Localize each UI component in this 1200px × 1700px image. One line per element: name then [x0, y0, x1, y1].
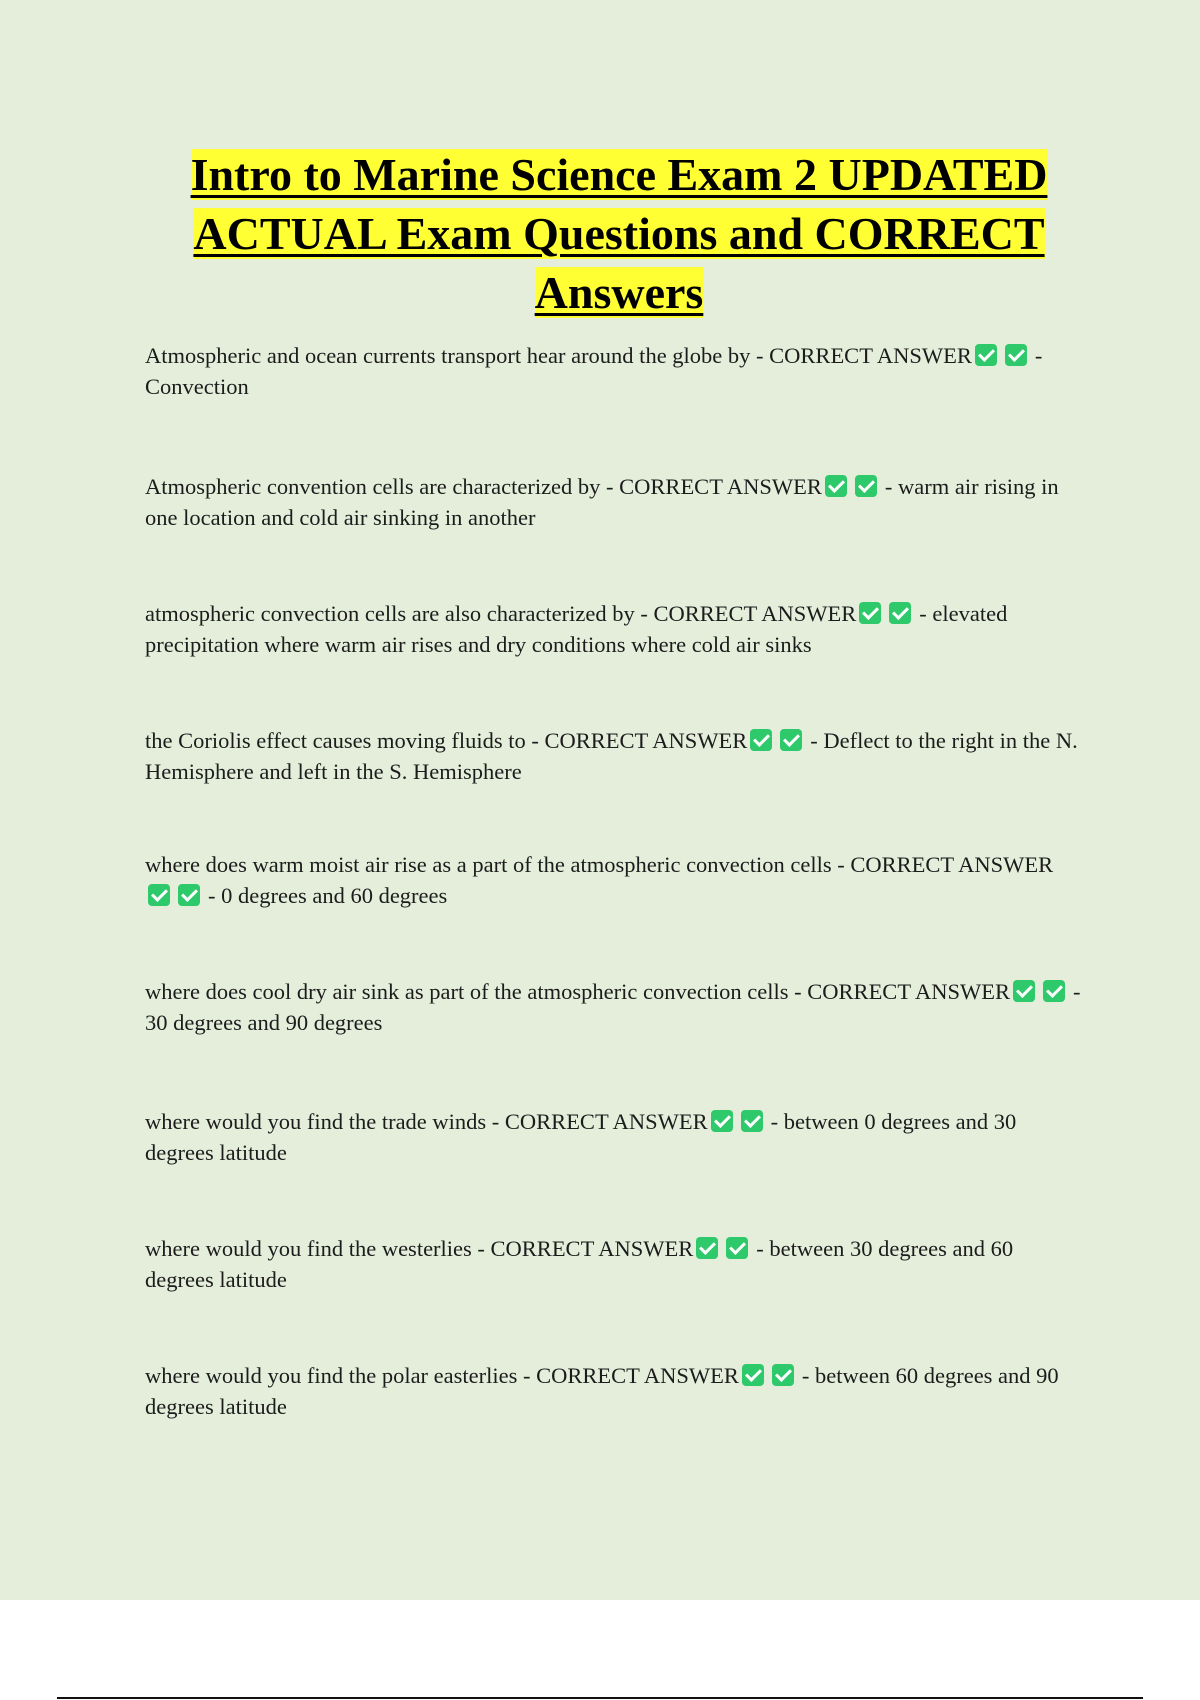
qa-item: the Coriolis effect causes moving fluids to - CORRECT ANSWER - Deflect to the right in the N. Hemisphere and left in the S. Hemisphere [145, 728, 1078, 784]
check-box-icon [975, 344, 997, 366]
answer-marker: CORRECT ANSWER [807, 979, 1011, 1004]
check-box-icon [1005, 344, 1027, 366]
check-box-icon [148, 884, 170, 906]
qa-item: Atmospheric and ocean currents transport hear around the globe by - CORRECT ANSWER - Convection [145, 343, 1043, 399]
check-box-icon [1013, 980, 1035, 1002]
question-text: atmospheric convection cells are also characterized by [145, 601, 635, 626]
check-box-icon [178, 884, 200, 906]
check-box-icon [859, 602, 881, 624]
check-box-icon [741, 1110, 763, 1132]
answer-marker: CORRECT ANSWER [769, 343, 972, 368]
check-box-icon [711, 1110, 733, 1132]
check-box-icon [750, 729, 772, 751]
question-text: where would you find the polar easterlies [145, 1363, 518, 1388]
answer-text: between 0 degrees and 30 degrees latitude [145, 1109, 1017, 1165]
answer-text: elevated precipitation where warm air rises and dry conditions where cold air sinks [145, 601, 1008, 657]
answer-text: 30 degrees and 90 degrees [145, 1010, 383, 1035]
answer-marker: CORRECT ANSWER [504, 1109, 708, 1134]
question-text: where would you find the trade winds [145, 1109, 487, 1134]
check-box-icon [742, 1364, 764, 1386]
qa-item: where would you find the trade winds - CORRECT ANSWER - between 0 degrees and 30 degrees latitude [145, 1109, 1017, 1165]
answer-text: warm air rising in one location and cold air sinking in another [145, 474, 1059, 530]
question-text: where does warm moist air rise as a part of the atmospheric convection cells [145, 852, 832, 877]
question-text: the Coriolis effect causes moving fluids to [145, 728, 526, 753]
answer-text: Convection [145, 374, 249, 399]
qa-item: Atmospheric convention cells are characterized by - CORRECT ANSWER - warm air rising in one location and cold air sinking in another [145, 474, 1059, 530]
check-box-icon [889, 602, 911, 624]
answer-marker: CORRECT ANSWER [536, 1363, 739, 1388]
answer-marker: CORRECT ANSWER [653, 601, 857, 626]
answer-text: between 60 degrees and 90 degrees latitude [145, 1363, 1059, 1419]
check-box-icon [1043, 980, 1065, 1002]
qa-item: where does warm moist air rise as a part of the atmospheric convection cells - CORRECT ANSWER- 0 degrees and 60 degrees [145, 852, 1054, 908]
question-text: Atmospheric convention cells are characterized by [145, 474, 601, 499]
qa-item: where would you find the polar easterlies - CORRECT ANSWER - between 60 degrees and 90 degrees latitude [145, 1363, 1059, 1419]
question-text: where would you find the westerlies [145, 1236, 472, 1261]
check-box-icon [772, 1364, 794, 1386]
answer-text: 0 degrees and 60 degrees [221, 883, 448, 908]
check-box-icon [825, 475, 847, 497]
qa-item: where would you find the westerlies - CORRECT ANSWER - between 30 degrees and 60 degrees latitude [145, 1236, 1014, 1292]
answer-marker: CORRECT ANSWER [544, 728, 748, 753]
footer-divider [57, 1697, 1143, 1699]
answer-marker: CORRECT ANSWER [619, 474, 822, 499]
check-box-icon [855, 475, 877, 497]
answer-text: Deflect to the right in the N. Hemisphere and left in the S. Hemisphere [145, 728, 1078, 784]
document-title [140, 145, 1098, 322]
answer-marker: CORRECT ANSWER [850, 852, 1054, 877]
qa-item: atmospheric convection cells are also characterized by - CORRECT ANSWER - elevated precipitation where warm air rises and dry conditions where cold air sinks [145, 601, 1008, 657]
check-box-icon [780, 729, 802, 751]
answer-text: between 30 degrees and 60 degrees latitude [145, 1236, 1014, 1292]
qa-item: where does cool dry air sink as part of the atmospheric convection cells - CORRECT ANSWER - 30 degrees and 90 degrees [145, 979, 1081, 1035]
answer-marker: CORRECT ANSWER [490, 1236, 694, 1261]
question-text: where does cool dry air sink as part of the atmospheric convection cells [145, 979, 789, 1004]
check-box-icon [696, 1237, 718, 1259]
document-title-text: Intro to Marine Science Exam 2 UPDATED ACTUAL Exam Questions and CORRECT Answers [190, 149, 1048, 318]
question-text: Atmospheric and ocean currents transport hear around the globe by [145, 343, 751, 368]
check-box-icon [726, 1237, 748, 1259]
